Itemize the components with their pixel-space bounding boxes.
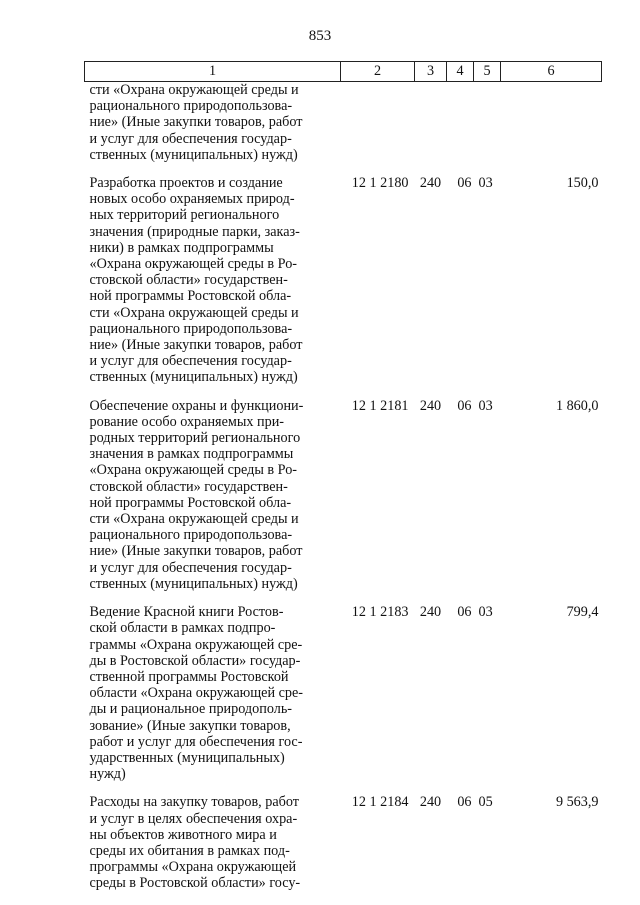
- row-subsection: 03: [478, 175, 493, 192]
- row-description: Обеспечение охраны и функциони- рование особо охраняемых при- родных территорий регионального значения в рамках подпрограммы «Охрана окружающей среды в Ро- стовской области» государствен- ной программы Ростовской обла- сти «Охрана окружающей среды и рационального природопользова- ние» (Иные закупки товаров, работ и услуг для обеспечения государ- ственных (муниципальных) нужд): [89, 397, 304, 592]
- row-description: сти «Охрана окружающей среды и рационального природопользова- ние» (Иные закупки товаров, работ и услуг для обеспечения государ- ственных (муниципальных) нужд): [89, 82, 303, 163]
- row-amount: 799,4: [566, 604, 599, 621]
- row-description: Ведение Красной книги Ростов- ской области в рамках подпро- граммы «Охрана окружающей сре- ды в Ростовской области» государ- ственной программы Ростовской области «Охрана окружающей сре- ды и рациональное природополь- зование» (Иные закупки товаров, работ и услуг для обеспечения гос- ударственных (муниципальных) нужд): [89, 604, 304, 783]
- row-expense-type: 240: [419, 175, 442, 192]
- column-header-code: 2: [341, 62, 415, 82]
- row-expense-type: 240: [419, 794, 442, 811]
- row-subsection: [474, 82, 501, 164]
- column-header-section: 4: [447, 62, 474, 82]
- row-section: 06: [457, 175, 472, 192]
- budget-table: [84, 61, 602, 892]
- row-target-code: 12 1 2184: [351, 794, 409, 811]
- table-row: [85, 794, 602, 891]
- page-number: 853: [308, 28, 332, 44]
- column-header-amount: 6: [501, 62, 602, 82]
- row-target-code: [341, 82, 415, 164]
- row-section: 06: [457, 604, 472, 621]
- row-section: [447, 82, 474, 164]
- row-subsection: 05: [478, 794, 493, 811]
- column-header-subsection: 5: [474, 62, 501, 82]
- row-description: Расходы на закупку товаров, работ и услуг в целях обеспечения охра- ны объектов животного мира и среды их обитания в рамках под- программы «Охрана окружающей среды в Ростовской области» госу-: [89, 794, 301, 892]
- table-header-row: [85, 62, 602, 82]
- row-description: Разработка проектов и создание новых особо охраняемых природ- ных территорий регионального значения (природные парки, заказ- ники) в рамках подпрограммы «Охрана окружающей среды в Ро- стовской области» государствен- ной программы Ростовской обла- сти «Охрана окружающей среды и рационального природопользова- ние» (Иные закупки товаров, работ и услуг для обеспечения государ- ственных (муниципальных) нужд): [89, 175, 303, 386]
- table-row: [85, 398, 602, 592]
- column-header-vr: 3: [415, 62, 447, 82]
- row-subsection: 03: [478, 604, 493, 621]
- row-amount: [501, 82, 602, 164]
- row-expense-type: [415, 82, 447, 164]
- row-section: 06: [457, 397, 472, 414]
- table-row: [85, 175, 602, 386]
- row-target-code: 12 1 2181: [351, 397, 409, 414]
- row-amount: 1 860,0: [555, 397, 599, 414]
- column-header-description: 1: [85, 62, 341, 82]
- row-subsection: 03: [478, 397, 493, 414]
- row-target-code: 12 1 2183: [351, 604, 409, 621]
- row-expense-type: 240: [419, 604, 442, 621]
- row-amount: 150,0: [566, 175, 599, 192]
- row-expense-type: 240: [419, 397, 442, 414]
- row-amount: 9 563,9: [555, 794, 599, 811]
- row-target-code: 12 1 2180: [351, 175, 409, 192]
- row-section: 06: [457, 794, 472, 811]
- table-row: [85, 82, 602, 164]
- table-row: [85, 604, 602, 782]
